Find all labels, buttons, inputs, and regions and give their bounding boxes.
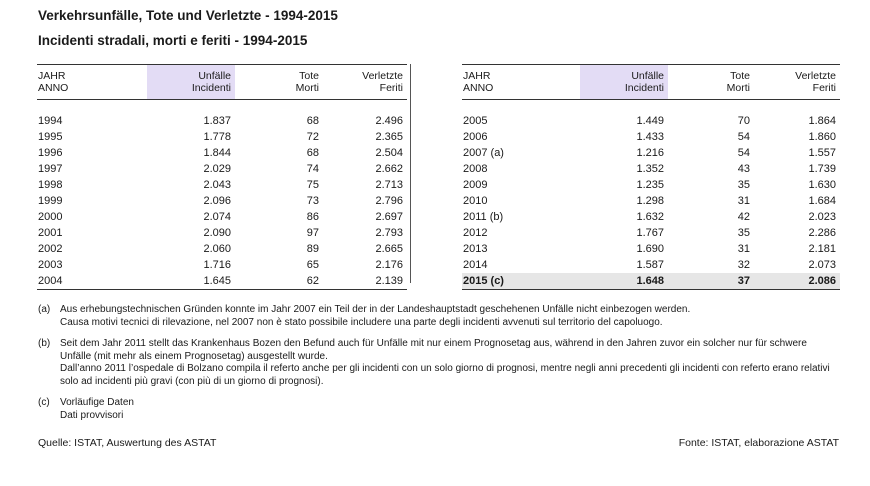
deaths-cell: 54 xyxy=(737,147,750,159)
year-cell: 2011 (b) xyxy=(463,211,504,223)
deaths-cell: 43 xyxy=(737,163,750,175)
year-cell: 2001 xyxy=(38,227,63,239)
table-row xyxy=(462,161,840,177)
injured-cell: 2.365 xyxy=(375,131,403,143)
page-title-italian: Incidenti stradali, morti e feriti - 1994-2015 xyxy=(38,33,308,48)
year-cell: 2012 xyxy=(463,227,488,239)
table-body-left xyxy=(37,100,407,290)
table-row xyxy=(462,113,840,129)
accident-table-left xyxy=(37,64,407,290)
injured-cell: 2.023 xyxy=(808,211,836,223)
header-year-de: JAHR xyxy=(38,70,66,82)
spacer-row xyxy=(37,100,407,114)
year-cell: 1997 xyxy=(38,163,63,175)
deaths-cell: 75 xyxy=(306,179,319,191)
accidents-cell: 1.587 xyxy=(636,259,664,271)
deaths-cell: 70 xyxy=(737,115,750,127)
header-accidents-it: Incidenti xyxy=(191,82,231,94)
table-row xyxy=(37,209,407,225)
year-cell: 1994 xyxy=(38,115,63,127)
injured-cell: 1.630 xyxy=(808,179,836,191)
accidents-cell: 1.690 xyxy=(636,243,664,255)
page-title-german: Verkehrsunfälle, Tote und Verletzte - 1994-2015 xyxy=(38,8,338,23)
header-deaths-de: Tote xyxy=(730,70,750,82)
deaths-cell: 31 xyxy=(737,195,750,207)
deaths-cell: 68 xyxy=(306,115,319,127)
deaths-cell: 73 xyxy=(306,195,319,207)
accidents-cell: 2.029 xyxy=(203,163,231,175)
header-year-de: JAHR xyxy=(463,70,491,82)
table-row xyxy=(37,113,407,129)
injured-cell: 2.796 xyxy=(375,195,403,207)
header-deaths-it: Morti xyxy=(295,82,319,94)
injured-cell: 2.697 xyxy=(375,211,403,223)
accidents-cell: 1.767 xyxy=(636,227,664,239)
table-row xyxy=(37,193,407,209)
footnote-text-de: Vorläufige Daten xyxy=(60,397,134,408)
injured-column-header xyxy=(754,65,840,100)
year-cell: 2010 xyxy=(463,195,488,207)
table-row xyxy=(37,225,407,241)
accident-table-right xyxy=(462,64,840,290)
injured-cell: 2.496 xyxy=(375,115,403,127)
accidents-cell: 1.298 xyxy=(636,195,664,207)
table-row xyxy=(462,257,840,273)
accidents-column-header xyxy=(580,65,668,100)
footnote-marker: (c) xyxy=(38,397,50,408)
accidents-cell: 2.060 xyxy=(203,243,231,255)
deaths-cell: 35 xyxy=(737,179,750,191)
table-row xyxy=(462,209,840,225)
deaths-cell: 31 xyxy=(737,243,750,255)
deaths-cell: 65 xyxy=(306,259,319,271)
year-cell: 2015 (c) xyxy=(462,273,580,290)
year-cell: 1998 xyxy=(38,179,63,191)
accidents-column-header xyxy=(147,65,235,100)
deaths-cell: 42 xyxy=(737,211,750,223)
injured-cell: 2.086 xyxy=(754,273,840,290)
injured-cell: 2.793 xyxy=(375,227,403,239)
deaths-cell: 62 xyxy=(235,273,323,290)
year-cell: 1996 xyxy=(38,147,63,159)
accidents-cell: 1.449 xyxy=(636,115,664,127)
deaths-column-header xyxy=(235,65,323,100)
accidents-cell: 1.648 xyxy=(580,273,668,290)
source-german: Quelle: ISTAT, Auswertung des ASTAT xyxy=(38,437,217,449)
deaths-cell: 89 xyxy=(306,243,319,255)
footnote-c xyxy=(38,397,840,422)
accidents-cell: 1.352 xyxy=(636,163,664,175)
year-cell: 2008 xyxy=(463,163,488,175)
year-cell: 2009 xyxy=(463,179,488,191)
table-header-row xyxy=(37,65,407,100)
injured-cell: 1.860 xyxy=(808,131,836,143)
accidents-cell: 2.096 xyxy=(203,195,231,207)
year-cell: 2013 xyxy=(463,243,488,255)
footnote-a xyxy=(38,304,840,329)
injured-cell: 2.073 xyxy=(808,259,836,271)
deaths-column-header xyxy=(668,65,754,100)
header-year-it: ANNO xyxy=(463,82,494,94)
injured-cell: 1.864 xyxy=(808,115,836,127)
year-cell: 2004 xyxy=(37,273,147,290)
deaths-cell: 35 xyxy=(737,227,750,239)
source-italian: Fonte: ISTAT, elaborazione ASTAT xyxy=(678,437,839,449)
footnote-text-it: Dati provvisori xyxy=(60,409,124,421)
deaths-cell: 68 xyxy=(306,147,319,159)
year-cell: 2002 xyxy=(38,243,63,255)
accidents-cell: 1.216 xyxy=(636,147,664,159)
footnote-marker: (a) xyxy=(38,304,51,315)
footnote-text-it: Dall’anno 2011 l’ospedale di Bolzano compila il referto anche per gli incidenti con un solo giorno di prognosi, mentre negli anni precedenti gli incidenti con referto erano relativi solo ad incidenti più gravi (con più di un giorno di prognosi). xyxy=(60,363,830,387)
table-row xyxy=(462,129,840,145)
year-cell: 2003 xyxy=(38,259,63,271)
injured-cell: 2.139 xyxy=(323,273,407,290)
table-row xyxy=(37,177,407,193)
header-deaths-de: Tote xyxy=(299,70,319,82)
header-accidents-de: Unfälle xyxy=(631,70,664,82)
year-cell: 2006 xyxy=(463,131,488,143)
table-row xyxy=(462,273,840,290)
table-row xyxy=(37,273,407,290)
injured-column-header xyxy=(323,65,407,100)
year-cell: 1999 xyxy=(38,195,63,207)
table-row xyxy=(37,257,407,273)
injured-cell: 2.662 xyxy=(375,163,403,175)
year-column-header xyxy=(462,65,580,100)
table-row xyxy=(37,145,407,161)
footnote-text-de: Aus erhebungstechnischen Gründen konnte im Jahr 2007 ein Teil der in der Landeshauptstadt geschehenen Unfälle nicht einbezogen werden. xyxy=(60,304,691,315)
accidents-cell: 1.716 xyxy=(203,259,231,271)
footnote-marker: (b) xyxy=(38,338,51,349)
table-row xyxy=(37,129,407,145)
accidents-cell: 1.433 xyxy=(636,131,664,143)
deaths-cell: 86 xyxy=(306,211,319,223)
table-body-right xyxy=(462,100,840,290)
year-column-header xyxy=(37,65,147,100)
table-divider xyxy=(410,64,411,283)
accidents-cell: 1.632 xyxy=(636,211,664,223)
table-row xyxy=(462,145,840,161)
year-cell: 2014 xyxy=(463,259,488,271)
deaths-cell: 72 xyxy=(306,131,319,143)
injured-cell: 2.665 xyxy=(375,243,403,255)
footnote-b xyxy=(38,338,840,388)
footnote-text-it: Causa motivi tecnici di rilevazione, nel 2007 non è stato possibile includere una parte degli incidenti avvenuti sul territorio del capoluogo. xyxy=(60,316,663,328)
year-cell: 2005 xyxy=(463,115,488,127)
accidents-cell: 1.235 xyxy=(636,179,664,191)
injured-cell: 2.713 xyxy=(375,179,403,191)
injured-cell: 2.176 xyxy=(375,259,403,271)
deaths-cell: 74 xyxy=(306,163,319,175)
year-cell: 1995 xyxy=(38,131,63,143)
deaths-cell: 97 xyxy=(306,227,319,239)
header-injured-de: Verletzte xyxy=(795,70,836,82)
accidents-cell: 1.645 xyxy=(147,273,235,290)
year-cell: 2000 xyxy=(38,211,63,223)
injured-cell: 1.684 xyxy=(808,195,836,207)
accidents-cell: 1.837 xyxy=(203,115,231,127)
header-year-it: ANNO xyxy=(38,82,69,94)
header-deaths-it: Morti xyxy=(726,82,750,94)
year-cell: 2007 (a) xyxy=(463,147,504,159)
injured-cell: 1.739 xyxy=(808,163,836,175)
table-row xyxy=(462,177,840,193)
accidents-cell: 2.074 xyxy=(203,211,231,223)
footnote-text-de: Seit dem Jahr 2011 stellt das Krankenhaus Bozen den Befund auch für Unfälle mit nur einem Prognosetag aus, während in den Jahren zuvor ein solcher nur für schwere Unfälle (mit mehr als einem Prognosetag) ausgestellt wurde. xyxy=(60,338,807,362)
header-injured-it: Feriti xyxy=(379,82,403,94)
header-accidents-it: Incidenti xyxy=(624,82,664,94)
accidents-cell: 2.090 xyxy=(203,227,231,239)
header-accidents-de: Unfälle xyxy=(198,70,231,82)
injured-cell: 1.557 xyxy=(808,147,836,159)
table-row xyxy=(37,241,407,257)
table-row xyxy=(462,193,840,209)
table-row xyxy=(462,225,840,241)
header-injured-de: Verletzte xyxy=(362,70,403,82)
spacer-row xyxy=(462,100,840,114)
table-row xyxy=(37,161,407,177)
accidents-cell: 1.778 xyxy=(203,131,231,143)
injured-cell: 2.181 xyxy=(808,243,836,255)
deaths-cell: 54 xyxy=(737,131,750,143)
table-row xyxy=(462,241,840,257)
table-header-row xyxy=(462,65,840,100)
accidents-cell: 1.844 xyxy=(203,147,231,159)
accidents-cell: 2.043 xyxy=(203,179,231,191)
injured-cell: 2.286 xyxy=(808,227,836,239)
deaths-cell: 32 xyxy=(737,259,750,271)
header-injured-it: Feriti xyxy=(812,82,836,94)
footnotes xyxy=(38,304,840,431)
injured-cell: 2.504 xyxy=(375,147,403,159)
deaths-cell: 37 xyxy=(668,273,754,290)
